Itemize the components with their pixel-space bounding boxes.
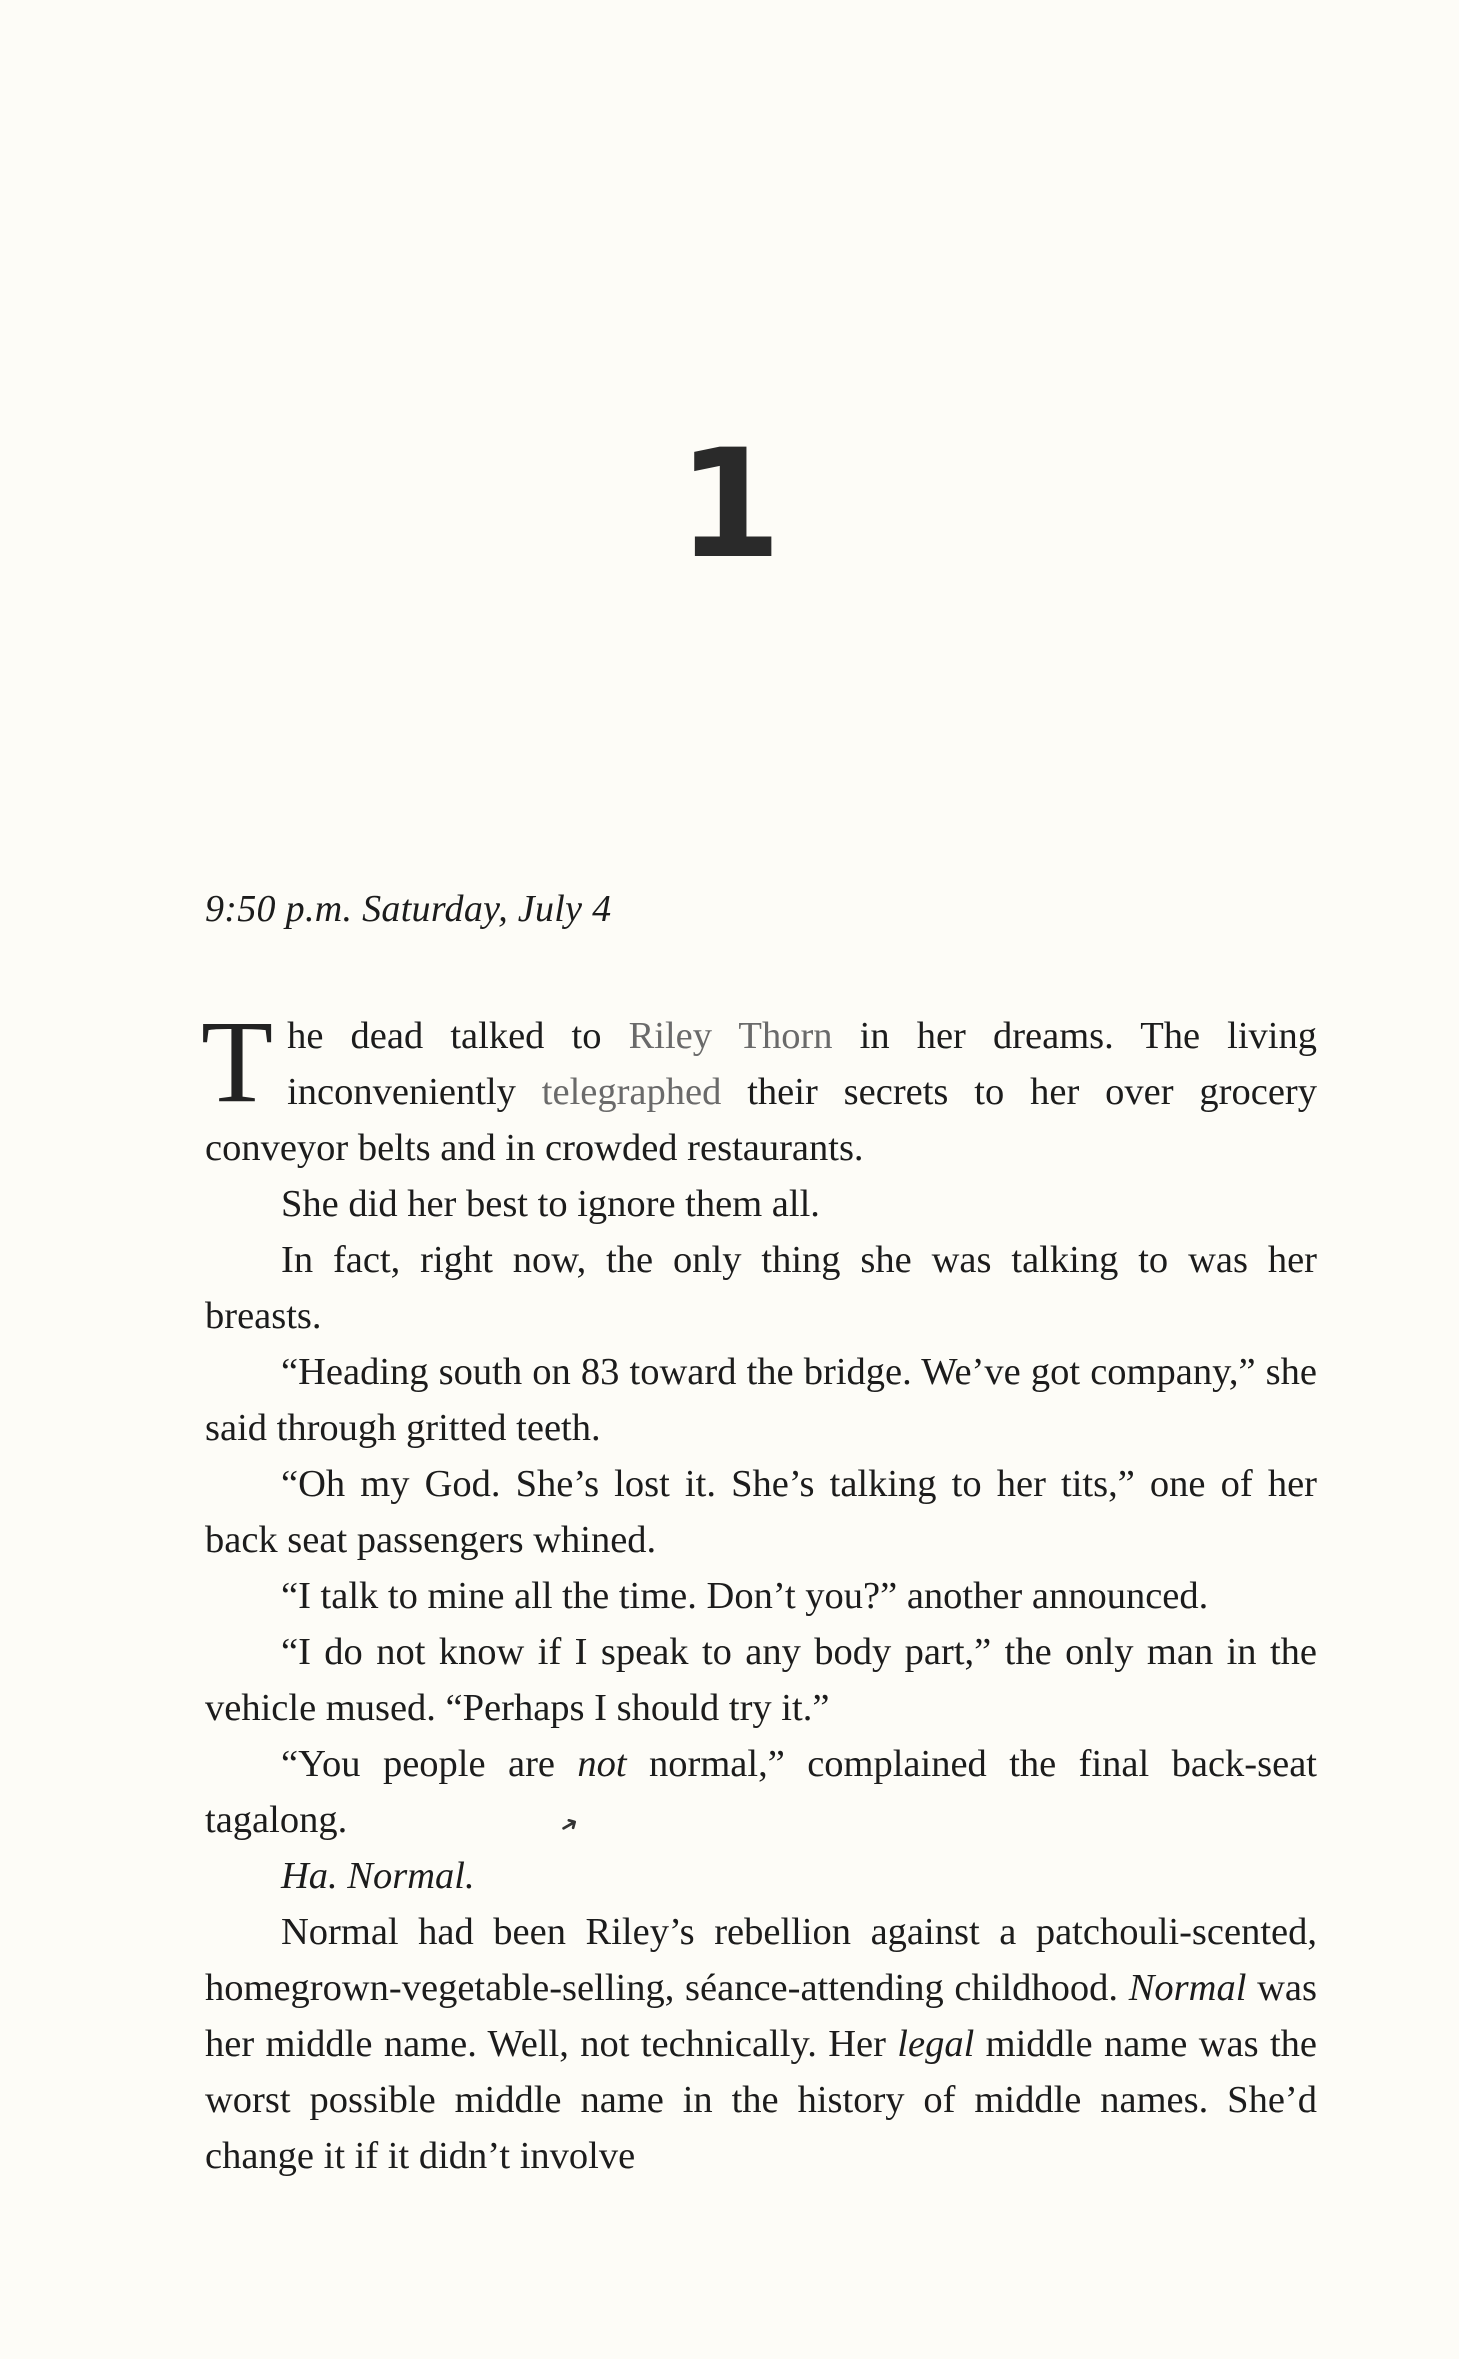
- paragraph-10-emphasis-normal: Normal: [1128, 1967, 1247, 2009]
- paragraph-1: [201, 996, 1318, 1176]
- paragraph-8-part-c: normal,” complained the final back-seat tagalong.: [205, 1743, 1317, 1841]
- paragraph-1-part-a: he dead talked to: [287, 1015, 629, 1057]
- drop-cap: T: [201, 996, 274, 1127]
- paragraph-1-part-b: Riley Thorn: [628, 1015, 833, 1057]
- paragraph-8-part-a: “You people are: [281, 1743, 578, 1785]
- paragraph-10-emphasis-legal: legal: [897, 2023, 975, 2065]
- paragraph-10-part-c: was her middle name. Well, not technically. Her: [205, 1967, 1317, 2065]
- paragraph-1-part-c: in her dreams. The living inconveniently: [287, 1015, 1318, 1113]
- paragraph-9-italic: Ha. Normal.: [281, 1855, 475, 1897]
- paragraph-10-part-e: middle name was the worst possible middle name in the history of middle names. She’d change it if it didn’t involve: [205, 2023, 1317, 2177]
- paragraph-8: [205, 1736, 1317, 1848]
- paragraph-8-emphasis: not: [577, 1743, 627, 1785]
- chapter-body: [201, 996, 1318, 2184]
- paragraph-1-part-e: their secrets to her over grocery conveyor belts and in crowded restaurants.: [205, 1071, 1317, 1169]
- paragraph-2: She did her best to ignore them all.: [281, 1183, 820, 1225]
- pen-mark: ➜: [554, 1809, 584, 1841]
- paragraph-10-part-a: Normal had been Riley’s rebellion against a patchouli-scented, homegrown-vegetable-selling, séance-attending childhood.: [205, 1911, 1317, 2009]
- paragraph-9: [205, 1848, 1317, 1904]
- paragraph-3: In fact, right now, the only thing she was talking to was her breasts.: [205, 1239, 1317, 1337]
- paragraph-5: “Oh my God. She’s lost it. She’s talking to her tits,” one of her back seat passengers whined.: [205, 1463, 1317, 1561]
- paragraph-4: “Heading south on 83 toward the bridge. We’ve got company,” she said through gritted teeth.: [205, 1351, 1317, 1449]
- scene-timestamp: 9:50 p.m. Saturday, July 4: [205, 888, 612, 930]
- paragraph-7: “I do not know if I speak to any body part,” the only man in the vehicle mused. “Perhaps I should try it.”: [205, 1631, 1317, 1729]
- chapter-number: 1: [677, 418, 782, 592]
- paragraph-6: “I talk to mine all the time. Don’t you?” another announced.: [281, 1575, 1209, 1617]
- paragraph-10: [205, 1904, 1317, 2184]
- paragraph-1-part-d: telegraphed: [541, 1071, 722, 1113]
